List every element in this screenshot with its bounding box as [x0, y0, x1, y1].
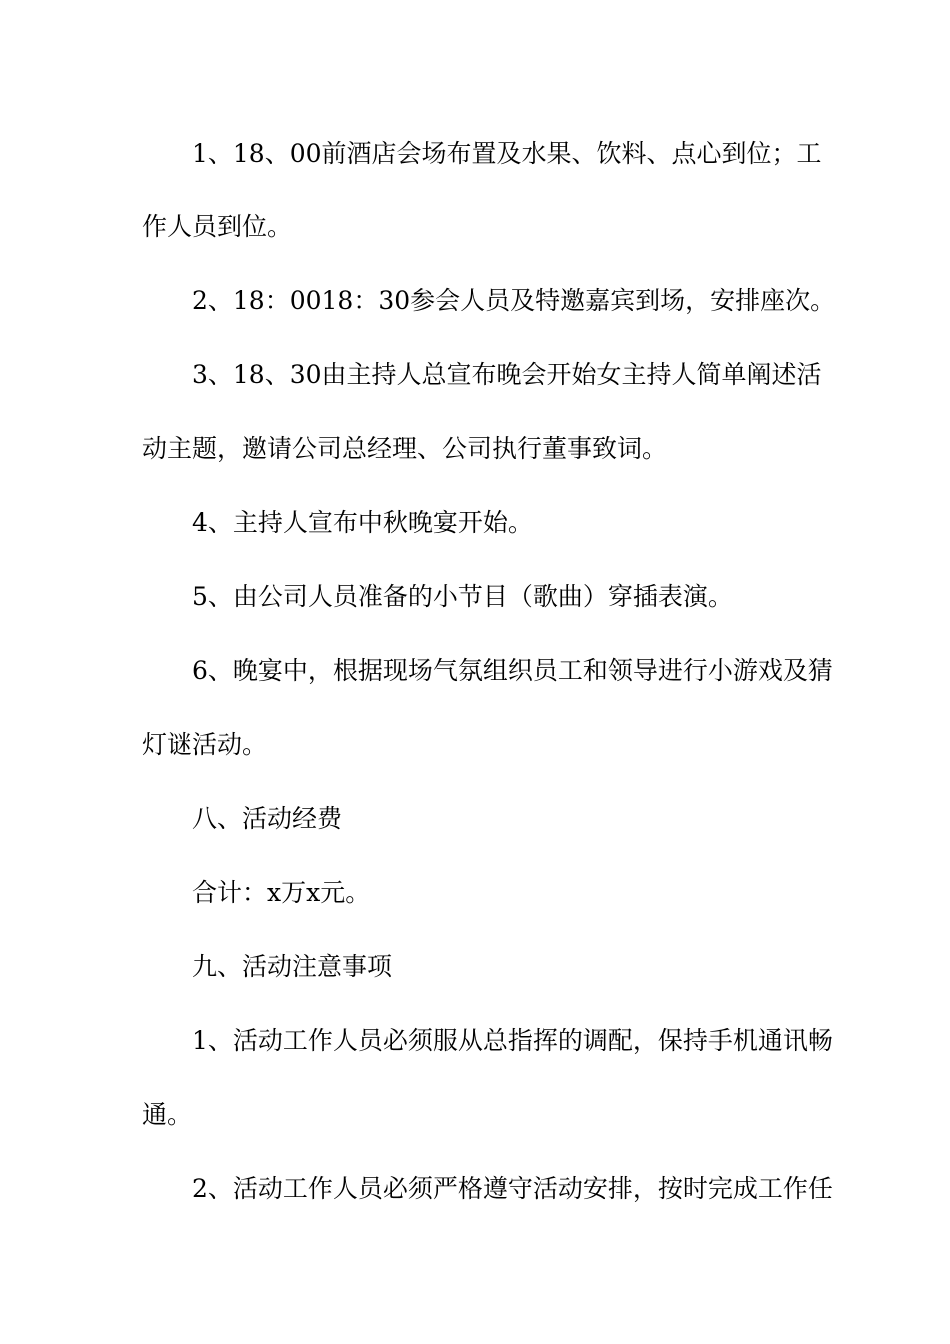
paragraph-line: 动主题，邀请公司总经理、公司执行董事致词。 — [142, 434, 668, 463]
paragraph-line: 作人员到位。 — [142, 212, 293, 241]
paragraph-line: 4、主持人宣布中秋晚宴开始。 — [192, 508, 533, 537]
paragraph-line: 合计：x万x元。 — [192, 878, 371, 907]
paragraph-line: 5、由公司人员准备的小节目（歌曲）穿插表演。 — [192, 582, 733, 611]
paragraph-line: 1、活动工作人员必须服从总指挥的调配，保持手机通讯畅 — [192, 1026, 833, 1055]
paragraph-line: 1、18、00前酒店会场布置及水果、饮料、点心到位；工 — [192, 139, 822, 168]
paragraph-line: 2、活动工作人员必须严格遵守活动安排，按时完成工作任 — [192, 1174, 833, 1203]
paragraph-line: 通。 — [142, 1100, 193, 1129]
paragraph-line: 2、18：0018：30参会人员及特邀嘉宾到场，安排座次。 — [192, 286, 836, 315]
section-heading: 八、活动经费 — [192, 804, 343, 833]
paragraph-line: 3、18、30由主持人总宣布晚会开始女主持人简单阐述活 — [192, 360, 822, 389]
section-heading: 九、活动注意事项 — [192, 952, 393, 981]
paragraph-line: 灯谜活动。 — [142, 730, 268, 759]
paragraph-line: 6、晚宴中，根据现场气氛组织员工和领导进行小游戏及猜 — [192, 656, 833, 685]
